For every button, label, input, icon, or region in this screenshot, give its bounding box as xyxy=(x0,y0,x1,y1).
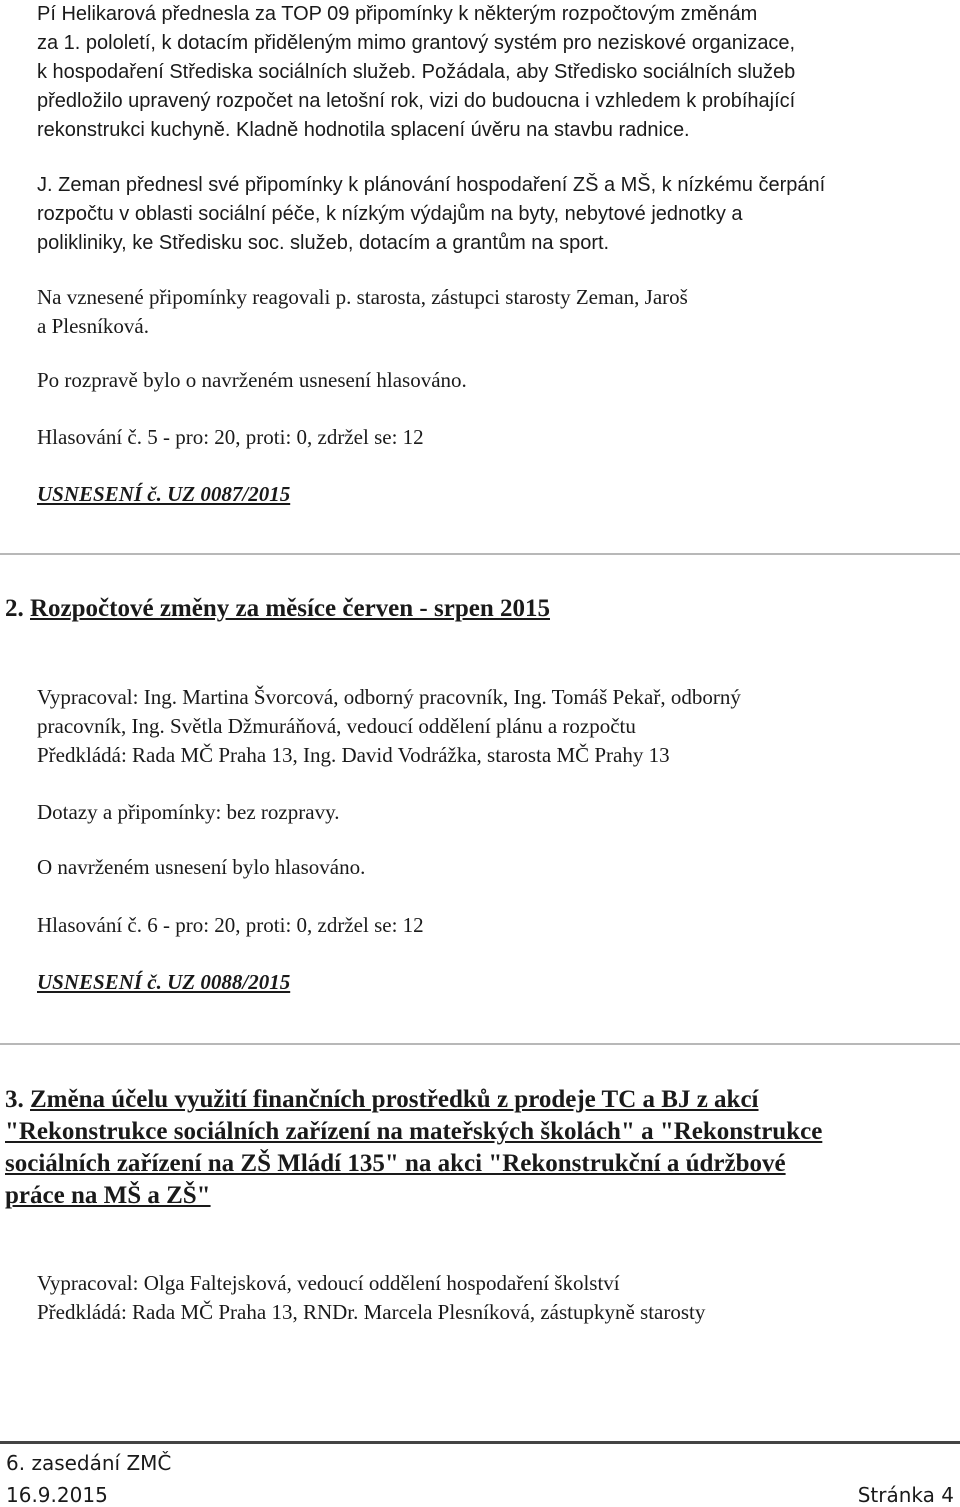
questions-note: Dotazy a připomínky: bez rozpravy. xyxy=(37,800,340,824)
resolution-number: USNESENÍ č. UZ 0088/2015 xyxy=(37,970,291,994)
text-line: Pí Helikarová přednesla za TOP 09 připomínky k některým rozpočtovým změnám xyxy=(37,3,758,25)
text-line: Předkládá: Rada MČ Praha 13, RNDr. Marcela Plesníková, zástupkyně starosty xyxy=(37,1300,706,1324)
section-divider xyxy=(0,553,960,555)
section-number: 3. xyxy=(5,1086,24,1113)
section-title-line: "Rekonstrukce sociálních zařízení na mateřských školách" a "Rekonstrukce xyxy=(5,1118,823,1145)
footer-meeting: 6. zasedání ZMČ xyxy=(6,1451,172,1475)
text-line: Na vznesené připomínky reagovali p. starosta, zástupci starosty Zeman, Jaroš xyxy=(37,285,688,309)
paragraph-zeman xyxy=(37,171,937,258)
section-title-line: práce na MŠ a ZŠ" xyxy=(5,1182,211,1209)
vote-result: Hlasování č. 6 - pro: 20, proti: 0, zdržel se: 12 xyxy=(37,913,424,937)
text-line: předložilo upravený rozpočet na letošní rok, vizi do budoucna i vzhledem k probíhající xyxy=(37,90,796,112)
vote-result: Hlasování č. 5 - pro: 20, proti: 0, zdržel se: 12 xyxy=(37,425,424,449)
text-line: rekonstrukci kuchyně. Kladně hodnotila splacení úvěru na stavbu radnice. xyxy=(37,119,690,141)
text-line: Vypracoval: Ing. Martina Švorcová, odborný pracovník, Ing. Tomáš Pekař, odborný xyxy=(37,685,741,709)
section-title-line: sociálních zařízení na ZŠ Mládí 135" na akci "Rekonstrukční a údržbové xyxy=(5,1150,786,1177)
text-line: Předkládá: Rada MČ Praha 13, Ing. David Vodrážka, starosta MČ Prahy 13 xyxy=(37,743,670,767)
voting-note: O navrženém usnesení bylo hlasováno. xyxy=(37,855,366,879)
text-line: pracovník, Ing. Světla Džmuráňová, vedoucí oddělení plánu a rozpočtu xyxy=(37,714,636,738)
footer-date: 16.9.2015 xyxy=(6,1483,108,1507)
section-title: Rozpočtové změny za měsíce červen - srpen 2015 xyxy=(30,595,550,622)
paragraph-helikarova xyxy=(37,0,937,145)
paragraph-discussion: Po rozpravě bylo o navrženém usnesení hlasováno. xyxy=(37,368,467,392)
section-3-heading xyxy=(5,1084,940,1212)
prepared-by xyxy=(37,683,937,770)
text-line: k hospodaření Střediska sociálních služeb. Požádala, aby Středisko sociálních služeb xyxy=(37,61,796,83)
text-line: J. Zeman přednesl své připomínky k plánování hospodaření ZŠ a MŠ, k nízkému čerpání xyxy=(37,174,826,196)
section-2-heading xyxy=(5,593,940,625)
text-line: Vypracoval: Olga Faltejsková, vedoucí oddělení hospodaření školství xyxy=(37,1271,620,1295)
prepared-by xyxy=(37,1269,937,1327)
paragraph-reactions xyxy=(37,283,937,341)
section-divider xyxy=(0,1043,960,1045)
footer-page-number: Stránka 4 xyxy=(857,1483,954,1507)
text-line: polikliniky, ke Středisku soc. služeb, dotacím a grantům na sport. xyxy=(37,232,610,254)
resolution-number: USNESENÍ č. UZ 0087/2015 xyxy=(37,482,291,506)
section-number: 2. xyxy=(5,595,24,622)
section-title-line: Změna účelu využití finančních prostředků z prodeje TC a BJ z akcí xyxy=(30,1086,759,1113)
text-line: rozpočtu v oblasti sociální péče, k nízkým výdajům na byty, nebytové jednotky a xyxy=(37,203,743,225)
text-line: a Plesníková. xyxy=(37,314,149,338)
footer-divider xyxy=(0,1441,960,1444)
text-line: za 1. pololetí, k dotacím přiděleným mimo grantový systém pro neziskové organizace, xyxy=(37,32,796,54)
